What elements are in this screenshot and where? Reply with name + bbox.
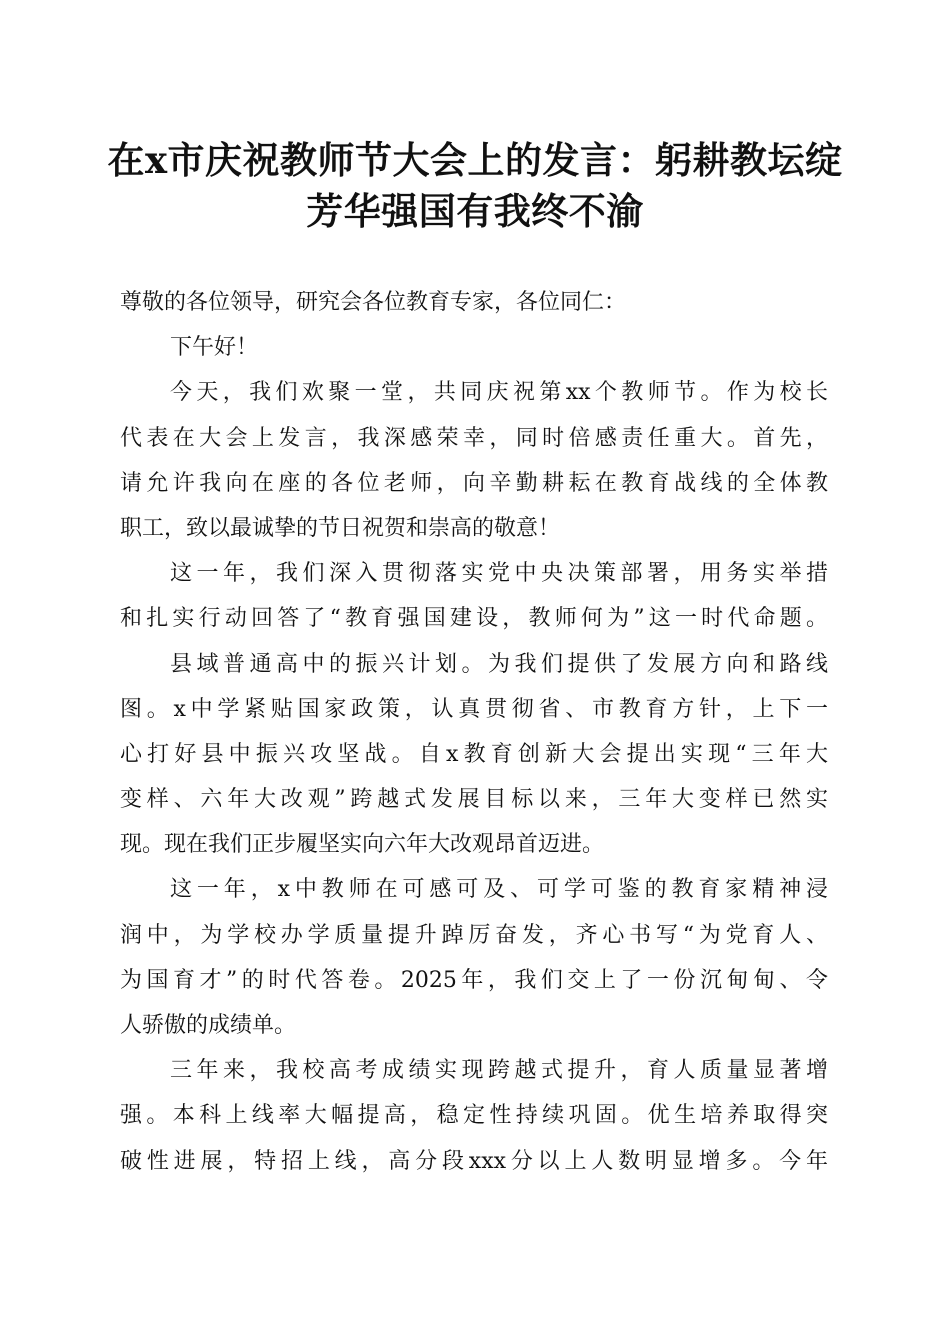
document-title-line-1: 在x市庆祝教师节大会上的发言：躬耕教坛绽 — [107, 138, 843, 182]
paragraph-line: 心打好县中振兴攻坚战。自x教育创新大会提出实现“三年大 — [120, 741, 828, 767]
paragraph-line: 人骄傲的成绩单。 — [120, 1013, 297, 1038]
salutation: 尊敬的各位领导，研究会各位教育专家，各位同仁： — [120, 290, 627, 315]
paragraph-line: 为国育才”的时代答卷。2025年，我们交上了一份沉甸甸、令 — [120, 967, 828, 993]
paragraph-line: 三年来，我校高考成绩实现跨越式提升，育人质量显著增 — [170, 1058, 828, 1084]
document-body — [120, 280, 828, 1184]
document-title-line-2: 芳华强国有我终不渝 — [306, 189, 644, 233]
paragraph-line: 职工，致以最诚挚的节日祝贺和崇高的敬意！ — [120, 515, 561, 541]
paragraph-line: 今天，我们欢聚一堂，共同庆祝第xx个教师节。作为校长 — [170, 380, 828, 406]
greeting: 下午好！ — [170, 335, 259, 361]
paragraph-line: 现。现在我们正步履坚实向六年大改观昂首迈进。 — [120, 832, 605, 858]
paragraph-line: 县域普通高中的振兴计划。为我们提供了发展方向和路线 — [170, 651, 828, 677]
paragraph-line: 变样、六年大改观”跨越式发展目标以来，三年大变样已然实 — [120, 787, 828, 813]
paragraph-line: 强。本科上线率大幅提高，稳定性持续巩固。优生培养取得突 — [120, 1103, 828, 1129]
paragraph-line: 这一年，x中教师在可感可及、可学可鉴的教育家精神浸 — [170, 877, 828, 903]
paragraph-line: 图。x中学紧贴国家政策，认真贯彻省、市教育方针，上下一 — [120, 696, 828, 722]
paragraph-line: 破性进展，特招上线，高分段xxx分以上人数明显增多。今年 — [120, 1148, 828, 1174]
paragraph-line: 和扎实行动回答了“教育强国建设，教师何为”这一时代命题。 — [120, 606, 828, 632]
paragraph-line: 请允许我向在座的各位老师，向辛勤耕耘在教育战线的全体教 — [120, 470, 828, 496]
paragraph-line: 润中，为学校办学质量提升踔厉奋发，齐心书写“为党育人、 — [120, 922, 828, 948]
paragraph-line: 代表在大会上发言，我深感荣幸，同时倍感责任重大。首先， — [120, 425, 828, 451]
paragraph-line: 这一年，我们深入贯彻落实党中央决策部署，用务实举措 — [170, 561, 828, 587]
